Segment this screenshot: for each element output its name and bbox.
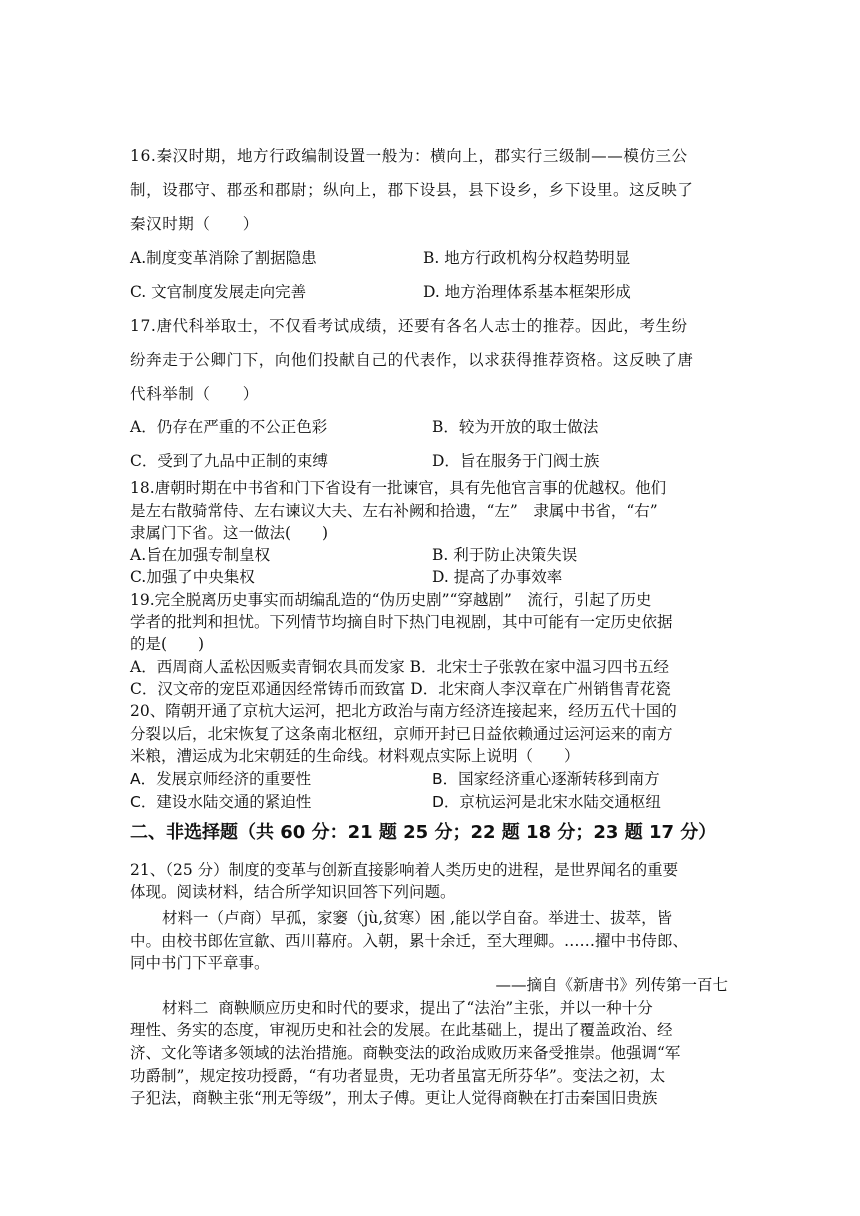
q16-stem-line3: 秦汉时期（ ） [130, 215, 259, 233]
q20-option-a: A．发展京师经济的重要性 [130, 770, 312, 788]
q20-stem-line2: 分裂以后，北宋恢复了这条南北枢纽，京师开封已日益依赖通过运河运来的南方 [130, 725, 673, 743]
q16-option-c: C. 文官制度发展走向完善 [130, 283, 307, 301]
q19-stem-line2: 学者的批判和担忧。下列情节均摘自时下热门电视剧，其中可能有一定历史依据 [130, 613, 673, 631]
q18-option-b: B. 利于防止决策失误 [432, 546, 578, 564]
q21-material2-line5: 子犯法，商鞅主张“刑无等级”，刑太子傅。更让人觉得商鞅在打击秦国旧贵族 [130, 1089, 658, 1107]
q16-stem-line2: 制，设郡守、郡丞和郡尉；纵向上，郡下设县，县下设乡，乡下设里。这反映了 [130, 181, 694, 199]
q21-material1-line2: 中。由校书郎佐宣歙、西川幕府。入朝，累十余迁，至大理卿。……擢中书侍郎、 [130, 932, 689, 950]
q19-stem-line1: 19.完全脱离历史事实而胡编乱造的“伪历史剧”“穿越剧” 流行，引起了历史 [130, 591, 652, 609]
q21-stem-line1: 21、（25 分）制度的变革与创新直接影响着人类历史的进程，是世界闻名的重要 [130, 861, 679, 879]
section-heading: 二、非选择题（共 60 分：21 题 25 分；22 题 18 分；23 题 17 分） [130, 822, 717, 843]
q21-material2-line2: 理性、务实的态度，审视历史和社会的发展。在此基础上，提出了覆盖政治、经 [130, 1021, 673, 1039]
q16-stem-line1: 16.秦汉时期，地方行政编制设置一般为：横向上，郡实行三级制——模仿三公 [130, 147, 688, 165]
q17-stem-line3: 代科举制（ ） [130, 385, 259, 403]
q21-material1-source: ——摘自《新唐书》列传第一百七 [495, 976, 728, 994]
q17-option-c: C．受到了九品中正制的束缚 [130, 452, 328, 470]
q18-option-c: C.加强了中央集权 [130, 568, 255, 586]
q20-option-d: D．京杭运河是北宋水陆交通枢纽 [432, 793, 661, 811]
q17-option-b: B．较为开放的取士做法 [432, 418, 599, 436]
q21-material2-line4: 功爵制”，规定按功授爵，“有功者显贵，无功者虽富无所芬华”。变法之初，太 [130, 1067, 666, 1085]
q16-option-b: B. 地方行政机构分权趋势明显 [423, 249, 631, 267]
q19-options-ab: A．西周商人孟松因贩卖青铜农具而发家 B．北宋士子张敦在家中温习四书五经 [130, 658, 670, 676]
q20-option-c: C．建设水陆交通的紧迫性 [130, 793, 312, 811]
q18-stem-line3: 隶属门下省。这一做法( ) [130, 524, 329, 542]
q16-option-d: D. 地方治理体系基本框架形成 [423, 283, 631, 301]
q18-option-d: D. 提高了办事效率 [432, 568, 563, 586]
q21-material2-line1: 材料二 商鞅顺应历史和时代的要求，提出了“法治”主张，并以一种十分 [162, 999, 653, 1017]
q20-stem-line1: 20、隋朝开通了京杭大运河，把北方政治与南方经济连接起来，经历五代十国的 [130, 702, 677, 720]
q21-material2-line3: 济、文化等诸多领域的法治措施。商鞅变法的政治成败历来备受推崇。他强调“军 [130, 1044, 681, 1062]
q17-option-a: A．仍存在严重的不公正色彩 [130, 418, 328, 436]
q19-options-cd: C．汉文帝的宠臣邓通因经常铸币而致富 D．北宋商人李汉章在广州销售青花瓷 [130, 680, 671, 698]
q16-option-a: A.制度变革消除了割据隐患 [130, 249, 317, 267]
q20-option-b: B．国家经济重心逐渐转移到南方 [432, 770, 660, 788]
q21-stem-line2: 体现。阅读材料，结合所学知识回答下列问题。 [130, 883, 456, 901]
q20-stem-line3: 米粮，漕运成为北宋朝廷的生命线。材料观点实际上说明（ ） [130, 747, 580, 765]
q17-stem-line1: 17.唐代科举取士，不仅看考试成绩，还要有各名人志士的推荐。因此，考生纷 [130, 317, 688, 335]
q18-stem-line1: 18.唐朝时期在中书省和门下省设有一批谏官，具有先他官言事的优越权。他们 [130, 479, 667, 497]
q21-material1-line1: 材料一（卢商）早孤，家窭（jù,贫寒）困 ,能以学自奋。举进士、拔萃，皆 [162, 909, 673, 927]
q17-stem-line2: 纷奔走于公卿门下，向他们投献自己的代表作，以求获得推荐资格。这反映了唐 [130, 351, 694, 369]
q18-stem-line2: 是左右散骑常侍、左右谏议大夫、左右补阙和拾遗，“左” 隶属中书省，“右” [130, 502, 658, 520]
q17-option-d: D．旨在服务于门阀士族 [432, 452, 600, 470]
q21-material1-line3: 同中书门下平章事。 [130, 954, 270, 972]
q19-stem-line3: 的是( ) [130, 635, 205, 653]
q18-option-a: A.旨在加强专制皇权 [130, 546, 271, 564]
